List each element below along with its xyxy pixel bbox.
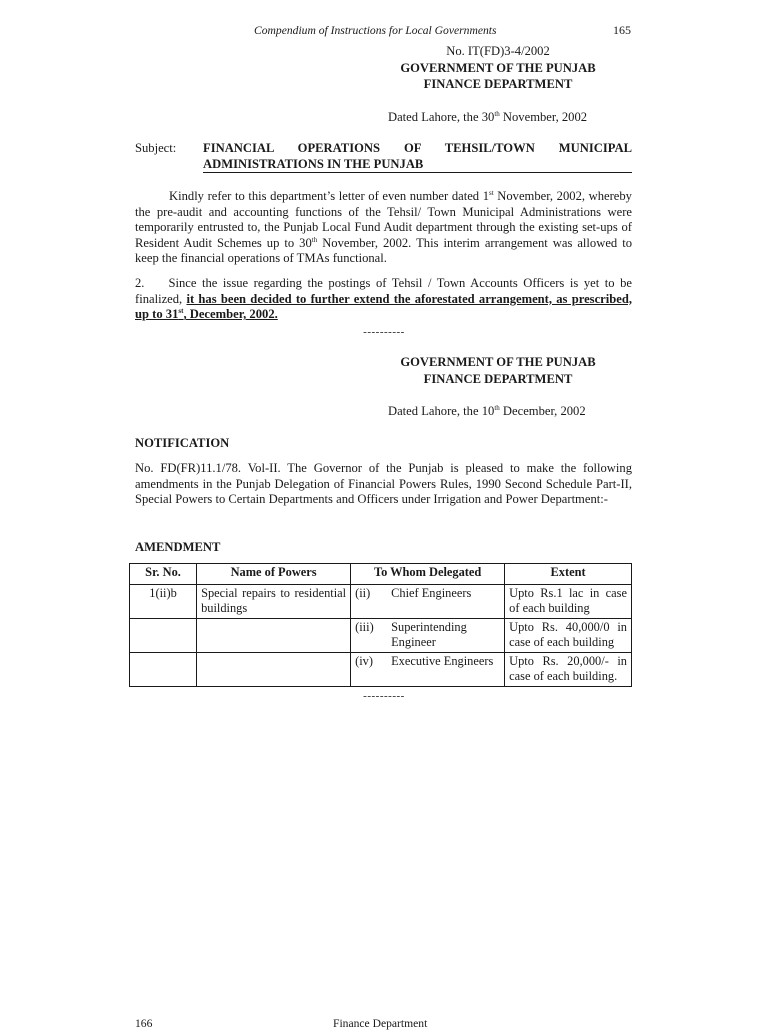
- letter1-government: GOVERNMENT OF THE PUNJAB: [400, 61, 596, 75]
- letter2-department: FINANCE DEPARTMENT: [423, 372, 573, 386]
- amendment-table: [129, 563, 632, 687]
- header-name-of-powers: Name of Powers: [197, 564, 351, 585]
- footer-text: Finance Department: [333, 1017, 428, 1030]
- footer-page-number: 166: [135, 1017, 153, 1030]
- table-row: [130, 653, 632, 687]
- cell-delegated: (iv) Executive Engineers: [351, 653, 505, 687]
- letter2-date: Dated Lahore, the 10th December, 2002: [388, 404, 586, 418]
- letter1-department: FINANCE DEPARTMENT: [423, 77, 573, 91]
- letter1-date: Dated Lahore, the 30th November, 2002: [388, 110, 588, 124]
- letter2-government: GOVERNMENT OF THE PUNJAB: [400, 355, 596, 369]
- amendment-heading: AMENDMENT: [135, 540, 221, 554]
- table-row: [130, 619, 632, 653]
- cell-sr-no: [130, 619, 197, 653]
- header-extent: Extent: [505, 564, 632, 585]
- cell-delegated: (iii) Superintending Engineer: [351, 619, 505, 653]
- subject-line-1: FINANCIAL OPERATIONS OF TEHSIL/TOWN MUNICIPAL: [203, 141, 632, 155]
- cell-extent: Upto Rs. 40,000/0 in case of each building: [505, 619, 632, 653]
- cell-sr-no: 1(ii)b: [130, 585, 197, 619]
- letter-number: No. IT(FD)3-4/2002: [446, 44, 550, 58]
- header-sr-no: Sr. No.: [130, 564, 197, 585]
- separator-1: ----------: [363, 326, 405, 338]
- notification-heading: NOTIFICATION: [135, 436, 230, 450]
- running-header-title: Compendium of Instructions for Local Governments: [254, 24, 497, 37]
- running-header-page-number: 165: [613, 23, 631, 37]
- cell-sr-no: [130, 653, 197, 687]
- separator-2: ----------: [363, 690, 405, 702]
- subject-line-2: ADMINISTRATIONS IN THE PUNJAB: [203, 157, 632, 173]
- cell-power: [197, 619, 351, 653]
- cell-delegated: (ii) Chief Engineers: [351, 585, 505, 619]
- cell-extent: Upto Rs. 20,000/- in case of each building.: [505, 653, 632, 687]
- header-to-whom-delegated: To Whom Delegated: [351, 564, 505, 585]
- cell-power: Special repairs to residential buildings: [197, 585, 351, 619]
- cell-power: [197, 653, 351, 687]
- table-row: [130, 585, 632, 619]
- notification-text: No. FD(FR)11.1/78. Vol-II. The Governor of the Punjab is pleased to make the following amendments in the Punjab Delegation of Financial Powers Rules, 1990 Second Schedule Part-II, Special Powers to Certain Departments and Officers under Irrigation and Power Department:-: [135, 461, 632, 507]
- subject-label: Subject:: [135, 141, 177, 155]
- paragraph-1: Kindly refer to this department’s letter of even number dated 1st November, 2002, whereby the pre-audit and accounting functions of the Tehsil/ Town Municipal Administrations were temporarily entrusted to, the Punjab Local Fund Audit department through the existing set-ups of Resident Audit Schemes up to 30th November, 2002. This interim arrangement was allowed to keep the financial operations of TMAs functional.: [135, 189, 632, 266]
- paragraph-2: 2. Since the issue regarding the postings of Tehsil / Town Accounts Officers is yet to be finalized, it has been decided to further extend the aforestated arrangement, as prescribed, up to 31st, December, 2002.: [135, 276, 632, 322]
- cell-extent: Upto Rs.1 lac in case of each building: [505, 585, 632, 619]
- table-header-row: [130, 564, 632, 585]
